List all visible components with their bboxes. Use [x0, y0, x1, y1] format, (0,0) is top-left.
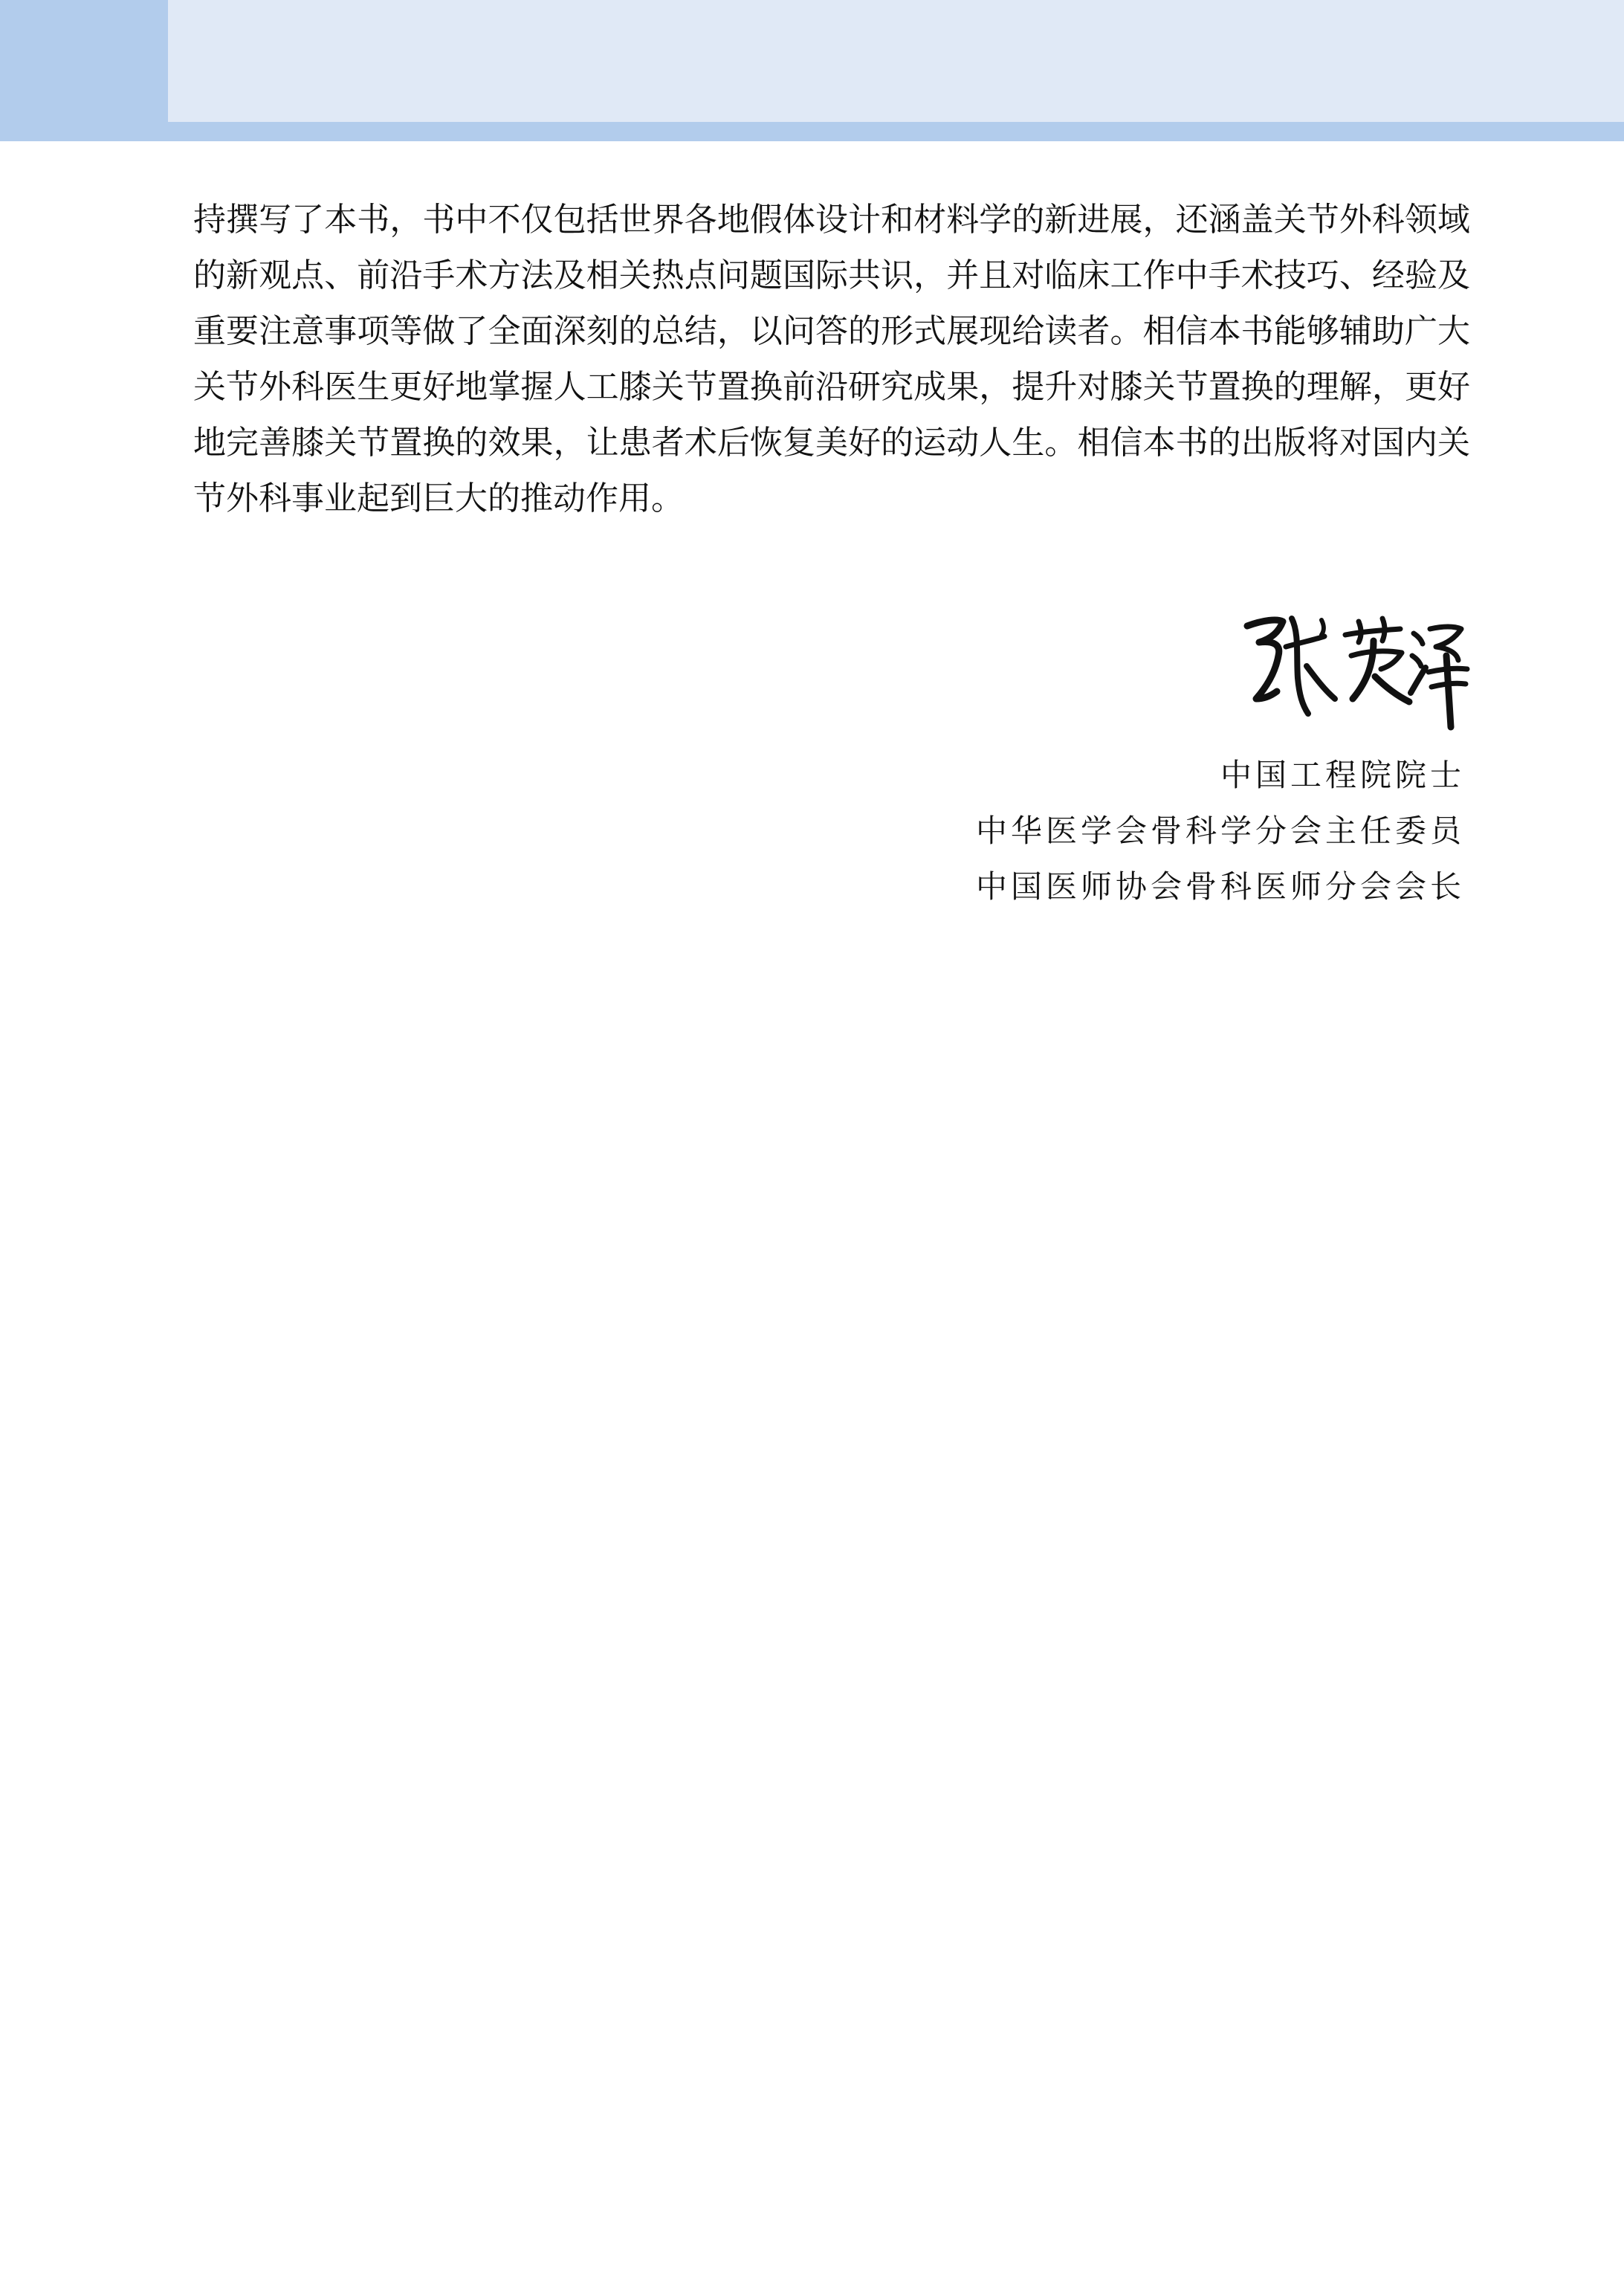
header-corner-block: [0, 0, 168, 141]
credential-line: 中国工程院院士: [1220, 757, 1465, 793]
credential-line: 中华医学会骨科学分会主任委员: [975, 813, 1465, 849]
handwritten-signature: [1234, 604, 1472, 737]
paragraph-line: 持撰写了本书，书中不仅包括世界各地假体设计和材料学的新进展，还涵盖关节外科领域: [193, 201, 1470, 239]
preface-paragraph: [193, 192, 1470, 526]
paragraph-line: 重要注意事项等做了全面深刻的总结，以问答的形式展现给读者。相信本书能够辅助广大: [193, 312, 1470, 350]
header-light-band: [168, 0, 1624, 122]
signature-icon: [1234, 604, 1472, 737]
author-credentials: [796, 747, 1465, 914]
paragraph-line: 关节外科医生更好地掌握人工膝关节置换前沿研究成果，提升对膝关节置换的理解，更好: [193, 368, 1470, 406]
paragraph-line: 节外科事业起到巨大的推动作用。: [193, 479, 684, 517]
credential-line: 中国医师协会骨科医师分会会长: [975, 868, 1465, 905]
header-bottom-stripe: [0, 122, 1624, 141]
paragraph-line: 地完善膝关节置换的效果，让患者术后恢复美好的运动人生。相信本书的出版将对国内关: [193, 424, 1470, 462]
paragraph-line: 的新观点、前沿手术方法及相关热点问题国际共识，并且对临床工作中手术技巧、经验及: [193, 256, 1470, 294]
page-header-band: [0, 0, 1624, 141]
